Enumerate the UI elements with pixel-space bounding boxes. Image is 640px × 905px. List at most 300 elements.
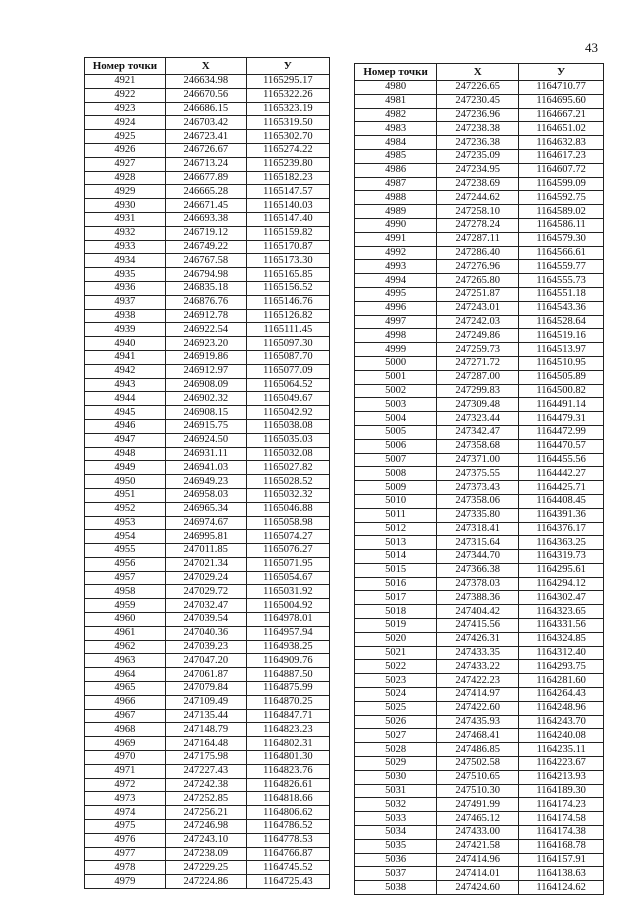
cell-x: 247039.23 — [165, 640, 246, 654]
cell-x: 247226.65 — [437, 81, 519, 95]
cell-x: 247378.03 — [437, 577, 519, 591]
table-row — [85, 557, 330, 571]
table-row — [355, 398, 604, 412]
cell-y: 1164470.57 — [519, 439, 604, 453]
cell-point-number: 4933 — [85, 240, 166, 254]
header-x: X — [165, 58, 246, 75]
cell-x: 247404.42 — [437, 605, 519, 619]
cell-x: 247276.96 — [437, 260, 519, 274]
cell-point-number: 4934 — [85, 254, 166, 268]
cell-x: 247224.86 — [165, 875, 246, 889]
cell-x: 246713.24 — [165, 157, 246, 171]
cell-y: 1164264.43 — [519, 688, 604, 702]
cell-y: 1165038.08 — [246, 419, 329, 433]
cell-point-number: 5001 — [355, 370, 437, 384]
cell-point-number: 4994 — [355, 274, 437, 288]
cell-x: 247242.38 — [165, 778, 246, 792]
cell-y: 1165042.92 — [246, 406, 329, 420]
table-row — [355, 715, 604, 729]
cell-point-number: 5021 — [355, 646, 437, 660]
cell-y: 1164592.75 — [519, 191, 604, 205]
cell-y: 1164174.58 — [519, 812, 604, 826]
cell-x: 247315.64 — [437, 536, 519, 550]
table-row — [355, 701, 604, 715]
cell-x: 247230.45 — [437, 94, 519, 108]
cell-point-number: 4970 — [85, 751, 166, 765]
cell-y: 1164778.53 — [246, 833, 329, 847]
table-row — [85, 364, 330, 378]
cell-x: 246686.15 — [165, 102, 246, 116]
cell-point-number: 5032 — [355, 798, 437, 812]
cell-point-number: 5037 — [355, 867, 437, 881]
table-row — [85, 171, 330, 185]
cell-x: 247238.69 — [437, 177, 519, 191]
cell-y: 1165170.87 — [246, 240, 329, 254]
cell-x: 247342.47 — [437, 425, 519, 439]
table-row — [355, 315, 604, 329]
cell-point-number: 4931 — [85, 212, 166, 226]
cell-x: 246958.03 — [165, 488, 246, 502]
cell-x: 246693.38 — [165, 212, 246, 226]
cell-y: 1164138.63 — [519, 867, 604, 881]
table-row — [355, 605, 604, 619]
cell-y: 1164479.31 — [519, 412, 604, 426]
cell-point-number: 4927 — [85, 157, 166, 171]
cell-y: 1164801.30 — [246, 751, 329, 765]
cell-x: 247299.83 — [437, 384, 519, 398]
table-row — [355, 370, 604, 384]
cell-point-number: 4951 — [85, 488, 166, 502]
cell-y: 1165035.03 — [246, 433, 329, 447]
cell-y: 1164599.09 — [519, 177, 604, 191]
cell-y: 1164555.73 — [519, 274, 604, 288]
table-row — [355, 149, 604, 163]
cell-y: 1164391.36 — [519, 508, 604, 522]
cell-y: 1165097.30 — [246, 337, 329, 351]
table-row — [85, 185, 330, 199]
cell-y: 1165028.52 — [246, 475, 329, 489]
cell-point-number: 5020 — [355, 632, 437, 646]
cell-point-number: 4984 — [355, 136, 437, 150]
cell-x: 247414.96 — [437, 853, 519, 867]
cell-point-number: 4941 — [85, 350, 166, 364]
cell-point-number: 5026 — [355, 715, 437, 729]
cell-x: 247286.40 — [437, 246, 519, 260]
cell-y: 1164302.47 — [519, 591, 604, 605]
table-row — [355, 425, 604, 439]
table-row — [355, 301, 604, 315]
cell-point-number: 4922 — [85, 88, 166, 102]
cell-point-number: 4937 — [85, 295, 166, 309]
cell-point-number: 4935 — [85, 268, 166, 282]
cell-x: 247421.58 — [437, 839, 519, 853]
cell-x: 246677.89 — [165, 171, 246, 185]
table-row — [355, 688, 604, 702]
cell-x: 247236.96 — [437, 108, 519, 122]
cell-y: 1165126.82 — [246, 309, 329, 323]
table-row — [355, 384, 604, 398]
cell-point-number: 4972 — [85, 778, 166, 792]
cell-x: 247259.73 — [437, 343, 519, 357]
table-row — [355, 522, 604, 536]
cell-y: 1164887.50 — [246, 668, 329, 682]
cell-x: 247235.09 — [437, 149, 519, 163]
table-row — [85, 392, 330, 406]
cell-y: 1164786.52 — [246, 820, 329, 834]
table-row — [85, 792, 330, 806]
cell-x: 246974.67 — [165, 516, 246, 530]
cell-point-number: 4928 — [85, 171, 166, 185]
cell-point-number: 5009 — [355, 481, 437, 495]
cell-y: 1164363.25 — [519, 536, 604, 550]
cell-x: 247265.80 — [437, 274, 519, 288]
cell-x: 247510.30 — [437, 784, 519, 798]
cell-point-number: 5013 — [355, 536, 437, 550]
cell-y: 1164725.43 — [246, 875, 329, 889]
table-row — [355, 356, 604, 370]
cell-point-number: 4980 — [355, 81, 437, 95]
cell-x: 247236.38 — [437, 136, 519, 150]
cell-point-number: 4971 — [85, 764, 166, 778]
cell-x: 247486.85 — [437, 743, 519, 757]
table-row — [85, 737, 330, 751]
cell-y: 1164607.72 — [519, 163, 604, 177]
cell-y: 1164243.70 — [519, 715, 604, 729]
cell-y: 1164528.64 — [519, 315, 604, 329]
table-row — [85, 847, 330, 861]
table-row — [355, 729, 604, 743]
cell-x: 247422.60 — [437, 701, 519, 715]
cell-y: 1164455.56 — [519, 453, 604, 467]
cell-y: 1165049.67 — [246, 392, 329, 406]
cell-x: 247414.01 — [437, 867, 519, 881]
cell-x: 247309.48 — [437, 398, 519, 412]
cell-x: 246794.98 — [165, 268, 246, 282]
table-row — [85, 378, 330, 392]
cell-x: 247468.41 — [437, 729, 519, 743]
cell-y: 1165165.85 — [246, 268, 329, 282]
table-row — [85, 861, 330, 875]
table-row — [355, 757, 604, 771]
table-row — [85, 212, 330, 226]
cell-point-number: 4969 — [85, 737, 166, 751]
table-row — [85, 723, 330, 737]
cell-point-number: 5035 — [355, 839, 437, 853]
cell-x: 247021.34 — [165, 557, 246, 571]
cell-x: 247366.38 — [437, 563, 519, 577]
table-row — [355, 867, 604, 881]
cell-x: 246915.75 — [165, 419, 246, 433]
table-row — [85, 116, 330, 130]
header-point-number: Номер точки — [355, 64, 437, 81]
cell-x: 247287.11 — [437, 232, 519, 246]
table-row — [85, 281, 330, 295]
table-row — [85, 751, 330, 765]
cell-x: 247061.87 — [165, 668, 246, 682]
cell-point-number: 5000 — [355, 356, 437, 370]
cell-point-number: 4992 — [355, 246, 437, 260]
cell-x: 247011.85 — [165, 544, 246, 558]
cell-x: 247344.70 — [437, 550, 519, 564]
table-row — [355, 81, 604, 95]
cell-point-number: 5010 — [355, 494, 437, 508]
cell-point-number: 4962 — [85, 640, 166, 654]
cell-y: 1164818.66 — [246, 792, 329, 806]
cell-x: 247039.54 — [165, 613, 246, 627]
cell-y: 1164408.45 — [519, 494, 604, 508]
cell-point-number: 4936 — [85, 281, 166, 295]
cell-point-number: 5011 — [355, 508, 437, 522]
cell-x: 247491.99 — [437, 798, 519, 812]
cell-y: 1164248.96 — [519, 701, 604, 715]
cell-y: 1164174.38 — [519, 826, 604, 840]
cell-point-number: 4976 — [85, 833, 166, 847]
cell-x: 247135.44 — [165, 709, 246, 723]
table-row — [85, 530, 330, 544]
cell-y: 1164376.17 — [519, 522, 604, 536]
table-row — [85, 240, 330, 254]
cell-point-number: 4948 — [85, 447, 166, 461]
cell-y: 1164870.25 — [246, 695, 329, 709]
cell-x: 247040.36 — [165, 626, 246, 640]
table-row — [355, 412, 604, 426]
cell-point-number: 4944 — [85, 392, 166, 406]
cell-point-number: 5008 — [355, 467, 437, 481]
cell-point-number: 4966 — [85, 695, 166, 709]
cell-y: 1165027.82 — [246, 461, 329, 475]
cell-point-number: 4998 — [355, 329, 437, 343]
table-row — [85, 764, 330, 778]
cell-y: 1164472.99 — [519, 425, 604, 439]
cell-point-number: 4965 — [85, 682, 166, 696]
cell-y: 1164938.25 — [246, 640, 329, 654]
cell-x: 247234.95 — [437, 163, 519, 177]
cell-x: 247502.58 — [437, 757, 519, 771]
table-header-row — [355, 64, 604, 81]
cell-x: 247323.44 — [437, 412, 519, 426]
cell-point-number: 5004 — [355, 412, 437, 426]
table-row — [85, 447, 330, 461]
cell-y: 1164157.91 — [519, 853, 604, 867]
cell-y: 1164294.12 — [519, 577, 604, 591]
cell-point-number: 5024 — [355, 688, 437, 702]
cell-x: 246965.34 — [165, 502, 246, 516]
cell-point-number: 4982 — [355, 108, 437, 122]
cell-x: 247414.97 — [437, 688, 519, 702]
table-row — [355, 674, 604, 688]
cell-y: 1165173.30 — [246, 254, 329, 268]
cell-point-number: 4983 — [355, 122, 437, 136]
cell-point-number: 4950 — [85, 475, 166, 489]
cell-point-number: 4997 — [355, 315, 437, 329]
cell-x: 247358.68 — [437, 439, 519, 453]
cell-y: 1164551.18 — [519, 287, 604, 301]
cell-y: 1164632.83 — [519, 136, 604, 150]
cell-y: 1164312.40 — [519, 646, 604, 660]
cell-y: 1164324.85 — [519, 632, 604, 646]
cell-y: 1165074.27 — [246, 530, 329, 544]
table-row — [355, 260, 604, 274]
cell-point-number: 4978 — [85, 861, 166, 875]
table-row — [85, 709, 330, 723]
cell-y: 1165302.70 — [246, 130, 329, 144]
table-row — [85, 433, 330, 447]
cell-x: 247424.60 — [437, 881, 519, 895]
cell-point-number: 5036 — [355, 853, 437, 867]
table-row — [85, 502, 330, 516]
cell-point-number: 4986 — [355, 163, 437, 177]
cell-y: 1165239.80 — [246, 157, 329, 171]
table-row — [355, 826, 604, 840]
cell-point-number: 4949 — [85, 461, 166, 475]
coordinates-table-right — [354, 63, 604, 895]
cell-x: 246923.20 — [165, 337, 246, 351]
cell-x: 246670.56 — [165, 88, 246, 102]
table-row — [355, 743, 604, 757]
table-row — [85, 157, 330, 171]
cell-x: 247148.79 — [165, 723, 246, 737]
table-row — [355, 784, 604, 798]
table-row — [355, 550, 604, 564]
cell-y: 1165032.32 — [246, 488, 329, 502]
cell-point-number: 5034 — [355, 826, 437, 840]
cell-x: 247415.56 — [437, 619, 519, 633]
cell-y: 1164806.62 — [246, 806, 329, 820]
table-row — [85, 668, 330, 682]
table-header-row — [85, 58, 330, 75]
cell-y: 1164651.02 — [519, 122, 604, 136]
cell-point-number: 4942 — [85, 364, 166, 378]
table-row — [85, 599, 330, 613]
table-row — [355, 163, 604, 177]
cell-point-number: 5003 — [355, 398, 437, 412]
cell-x: 247175.98 — [165, 751, 246, 765]
table-row — [355, 812, 604, 826]
cell-x: 247242.03 — [437, 315, 519, 329]
table-row — [85, 406, 330, 420]
cell-y: 1165322.26 — [246, 88, 329, 102]
cell-point-number: 4947 — [85, 433, 166, 447]
table-row — [355, 136, 604, 150]
cell-x: 246912.78 — [165, 309, 246, 323]
cell-point-number: 5018 — [355, 605, 437, 619]
cell-x: 247335.80 — [437, 508, 519, 522]
cell-point-number: 4973 — [85, 792, 166, 806]
table-row — [85, 833, 330, 847]
cell-x: 247433.00 — [437, 826, 519, 840]
cell-x: 246919.86 — [165, 350, 246, 364]
cell-point-number: 4958 — [85, 585, 166, 599]
cell-point-number: 4999 — [355, 343, 437, 357]
cell-y: 1164505.89 — [519, 370, 604, 384]
table-row — [85, 199, 330, 213]
table-row — [355, 94, 604, 108]
cell-x: 246931.11 — [165, 447, 246, 461]
cell-point-number: 4960 — [85, 613, 166, 627]
cell-point-number: 4968 — [85, 723, 166, 737]
cell-y: 1165032.08 — [246, 447, 329, 461]
table-row — [355, 632, 604, 646]
cell-y: 1164579.30 — [519, 232, 604, 246]
cell-x: 246723.41 — [165, 130, 246, 144]
cell-y: 1164667.21 — [519, 108, 604, 122]
cell-x: 247465.12 — [437, 812, 519, 826]
table-row — [85, 75, 330, 89]
table-row — [355, 232, 604, 246]
cell-x: 246876.76 — [165, 295, 246, 309]
cell-y: 1165077.09 — [246, 364, 329, 378]
table-row — [355, 563, 604, 577]
cell-point-number: 5038 — [355, 881, 437, 895]
cell-x: 247109.49 — [165, 695, 246, 709]
cell-y: 1164425.71 — [519, 481, 604, 495]
cell-y: 1165319.50 — [246, 116, 329, 130]
cell-x: 247229.25 — [165, 861, 246, 875]
table-row — [85, 337, 330, 351]
cell-y: 1164189.30 — [519, 784, 604, 798]
cell-y: 1164281.60 — [519, 674, 604, 688]
cell-point-number: 5015 — [355, 563, 437, 577]
cell-x: 247252.85 — [165, 792, 246, 806]
cell-y: 1164519.16 — [519, 329, 604, 343]
cell-y: 1165054.67 — [246, 571, 329, 585]
cell-point-number: 4924 — [85, 116, 166, 130]
cell-point-number: 5007 — [355, 453, 437, 467]
coordinates-table-left — [84, 57, 330, 889]
cell-x: 247029.24 — [165, 571, 246, 585]
table-row — [85, 640, 330, 654]
cell-y: 1164124.62 — [519, 881, 604, 895]
table-row — [85, 585, 330, 599]
cell-y: 1164826.61 — [246, 778, 329, 792]
cell-x: 247373.43 — [437, 481, 519, 495]
table-row — [355, 839, 604, 853]
cell-y: 1164617.23 — [519, 149, 604, 163]
table-row — [85, 695, 330, 709]
cell-point-number: 5016 — [355, 577, 437, 591]
cell-x: 247164.48 — [165, 737, 246, 751]
table-row — [85, 475, 330, 489]
header-x: X — [437, 64, 519, 81]
cell-x: 247287.00 — [437, 370, 519, 384]
cell-x: 246835.18 — [165, 281, 246, 295]
cell-y: 1164240.08 — [519, 729, 604, 743]
table-row — [355, 122, 604, 136]
cell-x: 247251.87 — [437, 287, 519, 301]
cell-y: 1164235.11 — [519, 743, 604, 757]
cell-x: 247032.47 — [165, 599, 246, 613]
cell-y: 1164802.31 — [246, 737, 329, 751]
cell-point-number: 4929 — [85, 185, 166, 199]
table-row — [85, 226, 330, 240]
cell-point-number: 5005 — [355, 425, 437, 439]
cell-x: 246941.03 — [165, 461, 246, 475]
table-row — [85, 254, 330, 268]
cell-point-number: 4956 — [85, 557, 166, 571]
cell-point-number: 4985 — [355, 149, 437, 163]
cell-point-number: 4953 — [85, 516, 166, 530]
cell-y: 1165031.92 — [246, 585, 329, 599]
cell-point-number: 4957 — [85, 571, 166, 585]
cell-point-number: 4926 — [85, 143, 166, 157]
table-row — [85, 820, 330, 834]
table-row — [355, 770, 604, 784]
cell-x: 247243.10 — [165, 833, 246, 847]
cell-y: 1164909.76 — [246, 654, 329, 668]
table-row — [355, 798, 604, 812]
cell-point-number: 4995 — [355, 287, 437, 301]
cell-point-number: 4987 — [355, 177, 437, 191]
